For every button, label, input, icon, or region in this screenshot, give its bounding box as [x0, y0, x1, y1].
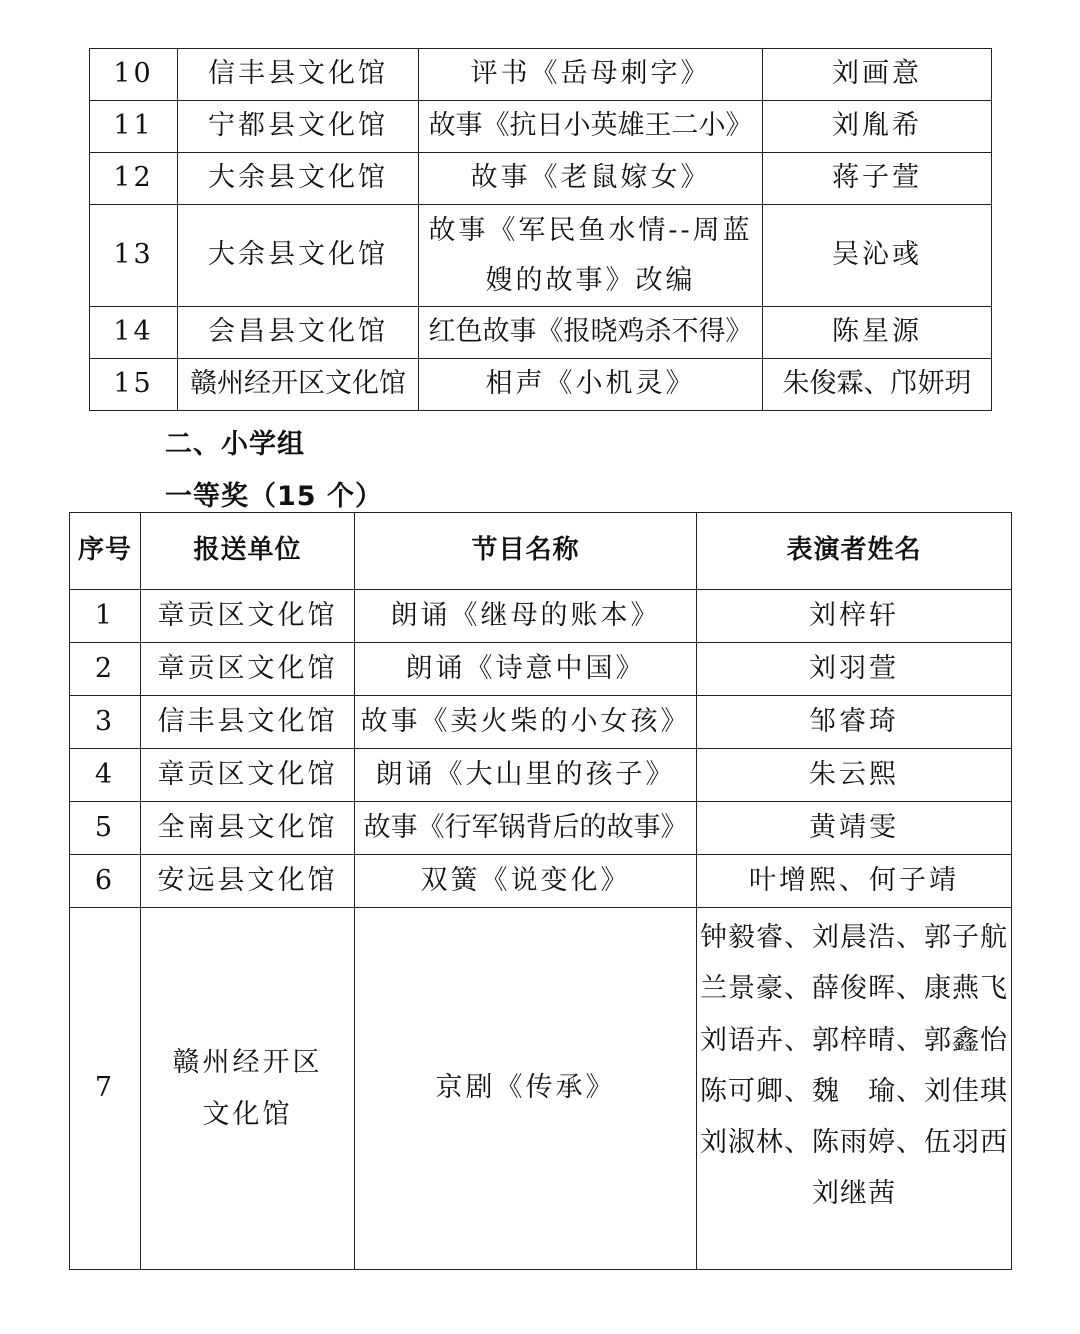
table-continued [89, 48, 992, 411]
table-row [90, 49, 992, 101]
table-row [70, 802, 1012, 855]
table-row [70, 749, 1012, 802]
table-header-row [70, 513, 1012, 590]
performer-line: 刘继茜 [812, 1178, 896, 1210]
cell-unit: 宁都县文化馆 [178, 101, 419, 153]
performer-line: 钟毅睿、刘晨浩、郭子航 [700, 922, 1008, 953]
section-heading: 二、小学组 [165, 429, 305, 460]
header-no: 序号 [70, 513, 141, 590]
cell-no: 4 [70, 749, 141, 802]
cell-program: 故事《抗日小英雄王二小》 [419, 101, 763, 153]
performer-line: 刘淑林、陈雨婷、伍羽西 [700, 1127, 1008, 1159]
cell-performer: 朱俊霖、邝妍玥 [763, 359, 992, 411]
cell-program: 京剧《传承》 [355, 908, 697, 1270]
cell-unit: 全南县文化馆 [141, 802, 355, 855]
cell-program: 故事《卖火柴的小女孩》 [355, 696, 697, 749]
table-row [70, 696, 1012, 749]
table-row [70, 908, 1012, 1270]
cell-no: 2 [70, 643, 141, 696]
header-program: 节目名称 [355, 513, 697, 590]
cell-no: 6 [70, 855, 141, 908]
cell-performer: 刘羽萱 [697, 643, 1012, 696]
table-row [90, 101, 992, 153]
cell-program: 故事《老鼠嫁女》 [419, 153, 763, 205]
cell-performer: 邹睿琦 [697, 696, 1012, 749]
cell-no: 11 [90, 101, 178, 153]
cell-program: 评书《岳母刺字》 [419, 49, 763, 101]
unit-line: 文化馆 [202, 1098, 293, 1130]
table-row [70, 855, 1012, 908]
cell-unit: 赣州经开区文化馆 [178, 359, 419, 411]
cell-unit: 章贡区文化馆 [141, 643, 355, 696]
cell-unit: 章贡区文化馆 [141, 590, 355, 643]
unit-line: 赣州经开区 [172, 1047, 323, 1079]
header-performer: 表演者姓名 [697, 513, 1012, 590]
cell-program: 朗诵《继母的账本》 [355, 590, 697, 643]
cell-program: 朗诵《大山里的孩子》 [355, 749, 697, 802]
cell-unit: 章贡区文化馆 [141, 749, 355, 802]
cell-performer: 刘胤希 [763, 101, 992, 153]
cell-performer: 刘画意 [763, 49, 992, 101]
cell-program: 相声《小机灵》 [419, 359, 763, 411]
cell-unit: 大余县文化馆 [178, 153, 419, 205]
cell-no: 5 [70, 802, 141, 855]
cell-program: 故事《行军锅背后的故事》 [355, 802, 697, 855]
cell-unit [141, 908, 355, 1270]
cell-no: 3 [70, 696, 141, 749]
table-row [90, 205, 992, 307]
cell-no: 15 [90, 359, 178, 411]
cell-no: 14 [90, 307, 178, 359]
cell-program [419, 205, 763, 307]
cell-unit: 安远县文化馆 [141, 855, 355, 908]
table-row [90, 359, 992, 411]
cell-performer: 朱云熙 [697, 749, 1012, 802]
cell-performer: 刘梓轩 [697, 590, 1012, 643]
cell-program: 朗诵《诗意中国》 [355, 643, 697, 696]
table-row [70, 643, 1012, 696]
cell-performer: 黄靖雯 [697, 802, 1012, 855]
cell-program: 红色故事《报晓鸡杀不得》 [419, 307, 763, 359]
cell-no: 7 [70, 908, 141, 1270]
award-heading: 一等奖（15 个） [165, 481, 383, 512]
performer-line: 兰景豪、薛俊晖、康燕飞 [700, 973, 1008, 1005]
performer-line: 刘语卉、郭梓晴、郭鑫怡 [700, 1024, 1008, 1056]
cell-no: 1 [70, 590, 141, 643]
program-line: 嫂的故事》改编 [485, 264, 696, 296]
table-row [90, 307, 992, 359]
cell-unit: 信丰县文化馆 [178, 49, 419, 101]
cell-no: 12 [90, 153, 178, 205]
award-table [69, 512, 1012, 1270]
cell-performers [697, 908, 1012, 1270]
cell-performer: 陈星源 [763, 307, 992, 359]
cell-unit: 信丰县文化馆 [141, 696, 355, 749]
table-row [90, 153, 992, 205]
table-row [70, 590, 1012, 643]
cell-unit: 会昌县文化馆 [178, 307, 419, 359]
cell-no: 10 [90, 49, 178, 101]
cell-unit: 大余县文化馆 [178, 205, 419, 307]
performer-line: 陈可卿、魏 瑜、刘佳琪 [700, 1075, 1008, 1107]
cell-program: 双簧《说变化》 [355, 855, 697, 908]
header-unit: 报送单位 [141, 513, 355, 590]
program-line: 故事《军民鱼水情--周蓝 [428, 214, 753, 246]
cell-performer: 叶增熙、何子靖 [697, 855, 1012, 908]
cell-no: 13 [90, 205, 178, 307]
cell-performer: 蒋子萱 [763, 153, 992, 205]
cell-performer: 吴沁彧 [763, 205, 992, 307]
